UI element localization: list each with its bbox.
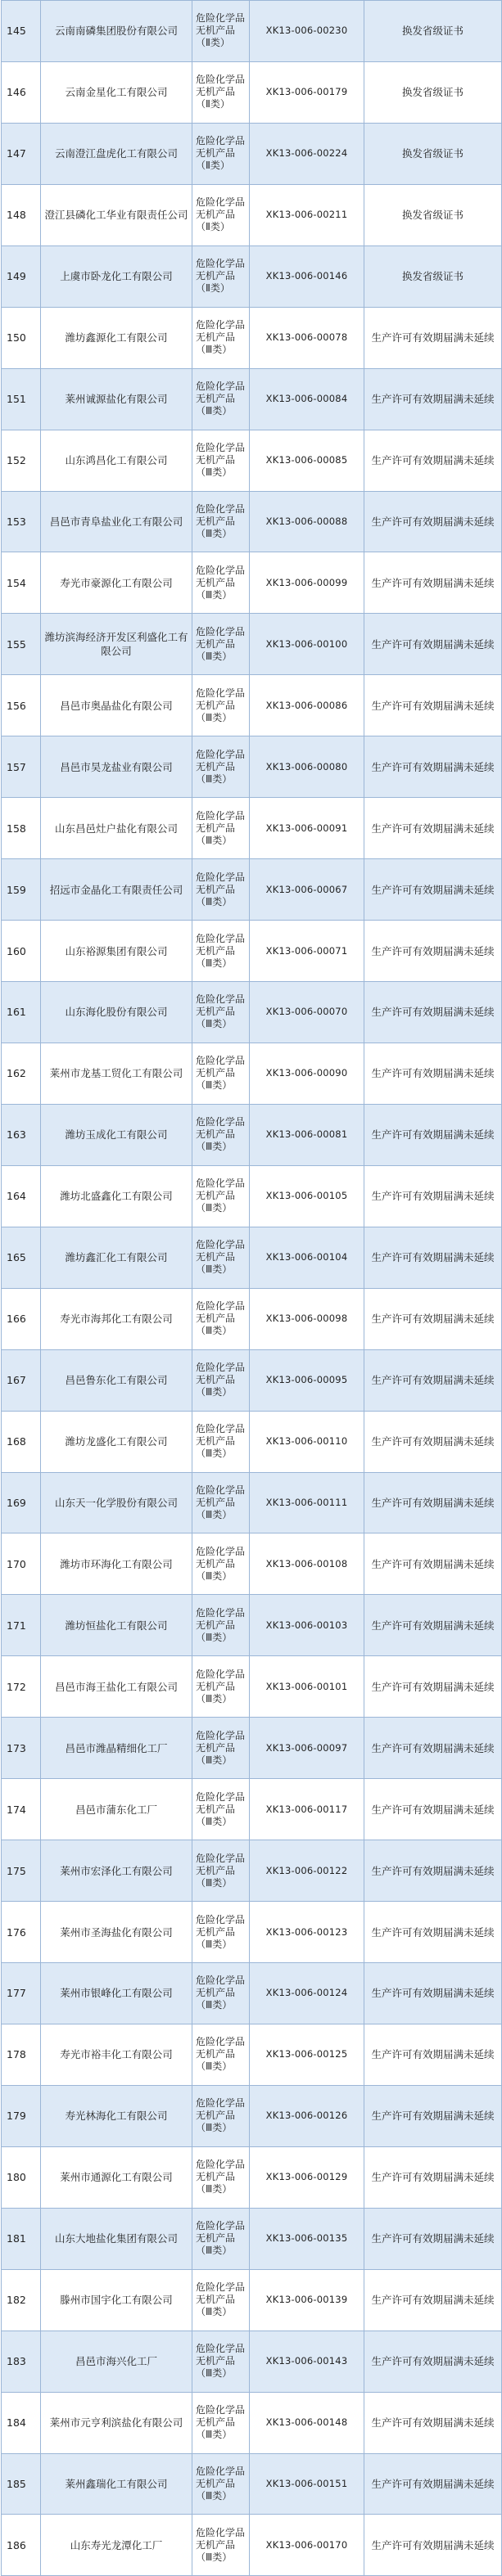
table-row: [2, 1779, 502, 1840]
row-number: 179: [2, 2085, 41, 2146]
license-number: XK13-006-00151: [250, 2453, 364, 2515]
license-number: XK13-006-00146: [250, 245, 364, 307]
table-row: [2, 982, 502, 1043]
license-status: 生产许可有效期届满未延续: [364, 2024, 502, 2085]
license-number: XK13-006-00084: [250, 368, 364, 430]
row-number: 151: [2, 368, 41, 430]
table-row: [2, 1, 502, 62]
product-type: 危险化学品无机产品（Ⅲ类）: [192, 2146, 250, 2208]
row-number: 147: [2, 123, 41, 184]
company-name: 潍坊鑫汇化工有限公司: [41, 1227, 192, 1288]
row-number: 171: [2, 1595, 41, 1656]
license-status: 生产许可有效期届满未延续: [364, 552, 502, 614]
company-name: 昌邑市潍晶精细化工厂: [41, 1718, 192, 1779]
license-status: 生产许可有效期届满未延续: [364, 1656, 502, 1718]
table-row: [2, 1656, 502, 1718]
license-status: 生产许可有效期届满未延续: [364, 1718, 502, 1779]
company-name: 潍坊玉成化工有限公司: [41, 1104, 192, 1165]
license-status: 生产许可有效期届满未延续: [364, 430, 502, 491]
table-row: [2, 614, 502, 675]
table-row: [2, 859, 502, 921]
table-row: [2, 1288, 502, 1349]
row-number: 180: [2, 2146, 41, 2208]
table-row: [2, 1595, 502, 1656]
table-row: [2, 2515, 502, 2576]
license-number: XK13-006-00097: [250, 1718, 364, 1779]
company-name: 莱州诚源盐化有限公司: [41, 368, 192, 430]
license-status: 生产许可有效期届满未延续: [364, 2515, 502, 2576]
license-status: 生产许可有效期届满未延续: [364, 859, 502, 921]
company-name: 山东鸿昌化工有限公司: [41, 430, 192, 491]
license-number: XK13-006-00086: [250, 675, 364, 736]
table-row: [2, 307, 502, 368]
row-number: 173: [2, 1718, 41, 1779]
license-number: XK13-006-00101: [250, 1656, 364, 1718]
row-number: 149: [2, 245, 41, 307]
row-number: 177: [2, 1963, 41, 2024]
table-row: [2, 1165, 502, 1227]
row-number: 160: [2, 921, 41, 982]
company-name: 寿光市海邦化工有限公司: [41, 1288, 192, 1349]
row-number: 175: [2, 1840, 41, 1902]
license-number: XK13-006-00122: [250, 1840, 364, 1902]
product-type: 危险化学品无机产品（Ⅲ类）: [192, 1227, 250, 1288]
license-status: 生产许可有效期届满未延续: [364, 1963, 502, 2024]
license-status: 生产许可有效期届满未延续: [364, 1349, 502, 1411]
license-status: 生产许可有效期届满未延续: [364, 1595, 502, 1656]
table-row: [2, 1963, 502, 2024]
license-status: 生产许可有效期届满未延续: [364, 1472, 502, 1533]
table-row: [2, 1533, 502, 1595]
company-name: 山东海化股份有限公司: [41, 982, 192, 1043]
license-number: XK13-006-00230: [250, 1, 364, 62]
row-number: 185: [2, 2453, 41, 2515]
license-status: 生产许可有效期届满未延续: [364, 1104, 502, 1165]
row-number: 148: [2, 184, 41, 245]
license-number: XK13-006-00110: [250, 1411, 364, 1472]
license-number: XK13-006-00170: [250, 2515, 364, 2576]
table-row: [2, 2269, 502, 2331]
product-type: 危险化学品无机产品（Ⅲ类）: [192, 1165, 250, 1227]
company-name: 莱州市元亨利滨盐化有限公司: [41, 2392, 192, 2453]
company-name: 昌邑市海王盐化工有限公司: [41, 1656, 192, 1718]
product-type: 危险化学品无机产品（Ⅲ类）: [192, 859, 250, 921]
row-number: 157: [2, 736, 41, 798]
row-number: 161: [2, 982, 41, 1043]
license-number: XK13-006-00111: [250, 1472, 364, 1533]
table-row: [2, 1411, 502, 1472]
product-type: 危险化学品无机产品（Ⅲ类）: [192, 2269, 250, 2331]
license-status: 生产许可有效期届满未延续: [364, 2392, 502, 2453]
table-row: [2, 675, 502, 736]
company-name: 寿光林海化工有限公司: [41, 2085, 192, 2146]
license-status: 生产许可有效期届满未延续: [364, 1043, 502, 1104]
row-number: 165: [2, 1227, 41, 1288]
company-name: 滕州市国宇化工有限公司: [41, 2269, 192, 2331]
product-type: 危险化学品无机产品（Ⅲ类）: [192, 1043, 250, 1104]
license-number: XK13-006-00099: [250, 552, 364, 614]
table-row: [2, 430, 502, 491]
license-status: 生产许可有效期届满未延续: [364, 1902, 502, 1963]
license-status: 生产许可有效期届满未延续: [364, 1288, 502, 1349]
license-number: XK13-006-00088: [250, 491, 364, 552]
table-row: [2, 1227, 502, 1288]
company-name: 昌邑市青阜盐业化工有限公司: [41, 491, 192, 552]
product-type: 危险化学品无机产品（Ⅲ类）: [192, 552, 250, 614]
row-number: 174: [2, 1779, 41, 1840]
company-name: 云南金星化工有限公司: [41, 61, 192, 123]
product-type: 危险化学品无机产品（Ⅲ类）: [192, 921, 250, 982]
license-status: 生产许可有效期届满未延续: [364, 736, 502, 798]
row-number: 153: [2, 491, 41, 552]
row-number: 166: [2, 1288, 41, 1349]
license-number: XK13-006-00224: [250, 123, 364, 184]
license-number: XK13-006-00125: [250, 2024, 364, 2085]
license-status: 生产许可有效期届满未延续: [364, 2146, 502, 2208]
license-status: 生产许可有效期届满未延续: [364, 921, 502, 982]
table-row: [2, 368, 502, 430]
table-row: [2, 552, 502, 614]
table-row: [2, 123, 502, 184]
company-name: 潍坊市环海化工有限公司: [41, 1533, 192, 1595]
row-number: 159: [2, 859, 41, 921]
product-type: 危险化学品无机产品（Ⅲ类）: [192, 2331, 250, 2392]
license-status: 生产许可有效期届满未延续: [364, 982, 502, 1043]
company-name: 山东天一化学股份有限公司: [41, 1472, 192, 1533]
product-type: 危险化学品无机产品（Ⅲ类）: [192, 2085, 250, 2146]
license-status: 生产许可有效期届满未延续: [364, 2208, 502, 2269]
row-number: 183: [2, 2331, 41, 2392]
row-number: 163: [2, 1104, 41, 1165]
product-type: 危险化学品无机产品（Ⅲ类）: [192, 1104, 250, 1165]
product-type: 危险化学品无机产品（Ⅱ类）: [192, 61, 250, 123]
license-number: XK13-006-00108: [250, 1533, 364, 1595]
license-number: XK13-006-00126: [250, 2085, 364, 2146]
company-name: 昌邑市昊龙盐业有限公司: [41, 736, 192, 798]
license-number: XK13-006-00085: [250, 430, 364, 491]
row-number: 181: [2, 2208, 41, 2269]
table-row: [2, 1043, 502, 1104]
product-type: 危险化学品无机产品（Ⅲ类）: [192, 430, 250, 491]
company-name: 昌邑市海兴化工厂: [41, 2331, 192, 2392]
product-type: 危险化学品无机产品（Ⅲ类）: [192, 1349, 250, 1411]
license-status: 生产许可有效期届满未延续: [364, 368, 502, 430]
license-status: 生产许可有效期届满未延续: [364, 2085, 502, 2146]
row-number: 169: [2, 1472, 41, 1533]
row-number: 176: [2, 1902, 41, 1963]
company-name: 澄江县磷化工华业有限责任公司: [41, 184, 192, 245]
license-status: 生产许可有效期届满未延续: [364, 307, 502, 368]
product-type: 危险化学品无机产品（Ⅲ类）: [192, 675, 250, 736]
license-status: 换发省级证书: [364, 123, 502, 184]
product-type: 危险化学品无机产品（Ⅲ类）: [192, 1902, 250, 1963]
product-type: 危险化学品无机产品（Ⅲ类）: [192, 368, 250, 430]
company-name: 昌邑市奥晶盐化有限公司: [41, 675, 192, 736]
company-name: 潍坊滨海经济开发区利盛化工有限公司: [41, 614, 192, 675]
company-name: 莱州市圣海盐化有限公司: [41, 1902, 192, 1963]
row-number: 154: [2, 552, 41, 614]
company-name: 上虞市卧龙化工有限公司: [41, 245, 192, 307]
product-type: 危险化学品无机产品（Ⅲ类）: [192, 1533, 250, 1595]
company-name: 昌邑市蒲东化工厂: [41, 1779, 192, 1840]
table-row: [2, 736, 502, 798]
table-row: [2, 184, 502, 245]
product-type: 危险化学品无机产品（Ⅲ类）: [192, 982, 250, 1043]
license-number: XK13-006-00123: [250, 1902, 364, 1963]
row-number: 167: [2, 1349, 41, 1411]
product-type: 危险化学品无机产品（Ⅲ类）: [192, 1411, 250, 1472]
product-type: 危险化学品无机产品（Ⅲ类）: [192, 2024, 250, 2085]
table-row: [2, 1840, 502, 1902]
license-status: 换发省级证书: [364, 184, 502, 245]
table-row: [2, 1349, 502, 1411]
row-number: 186: [2, 2515, 41, 2576]
license-status: 换发省级证书: [364, 245, 502, 307]
table-row: [2, 2024, 502, 2085]
license-status: 生产许可有效期届满未延续: [364, 1165, 502, 1227]
license-number: XK13-006-00078: [250, 307, 364, 368]
table-row: [2, 2208, 502, 2269]
row-number: 162: [2, 1043, 41, 1104]
product-type: 危险化学品无机产品（Ⅲ类）: [192, 307, 250, 368]
product-type: 危险化学品无机产品（Ⅲ类）: [192, 1840, 250, 1902]
table-row: [2, 2085, 502, 2146]
license-status: 生产许可有效期届满未延续: [364, 1227, 502, 1288]
license-table-body: [2, 1, 502, 2576]
company-name: 潍坊鑫源化工有限公司: [41, 307, 192, 368]
license-status: 生产许可有效期届满未延续: [364, 2453, 502, 2515]
table-row: [2, 245, 502, 307]
product-type: 危险化学品无机产品（Ⅲ类）: [192, 2453, 250, 2515]
table-row: [2, 1902, 502, 1963]
row-number: 150: [2, 307, 41, 368]
license-number: XK13-006-00098: [250, 1288, 364, 1349]
license-status: 生产许可有效期届满未延续: [364, 798, 502, 859]
row-number: 158: [2, 798, 41, 859]
company-name: 山东裕源集团有限公司: [41, 921, 192, 982]
table-row: [2, 921, 502, 982]
license-number: XK13-006-00135: [250, 2208, 364, 2269]
row-number: 152: [2, 430, 41, 491]
table-row: [2, 1718, 502, 1779]
license-status: 生产许可有效期届满未延续: [364, 1779, 502, 1840]
license-status: 生产许可有效期届满未延续: [364, 1840, 502, 1902]
license-number: XK13-006-00143: [250, 2331, 364, 2392]
product-type: 危险化学品无机产品（Ⅲ类）: [192, 491, 250, 552]
row-number: 182: [2, 2269, 41, 2331]
license-number: XK13-006-00100: [250, 614, 364, 675]
row-number: 178: [2, 2024, 41, 2085]
license-number: XK13-006-00095: [250, 1349, 364, 1411]
product-type: 危险化学品无机产品（Ⅲ类）: [192, 2208, 250, 2269]
product-type: 危险化学品无机产品（Ⅱ类）: [192, 245, 250, 307]
license-table: [1, 0, 502, 2576]
product-type: 危险化学品无机产品（Ⅲ类）: [192, 2392, 250, 2453]
license-status: 生产许可有效期届满未延续: [364, 2331, 502, 2392]
row-number: 146: [2, 61, 41, 123]
row-number: 184: [2, 2392, 41, 2453]
product-type: 危险化学品无机产品（Ⅲ类）: [192, 614, 250, 675]
company-name: 云南澄江盘虎化工有限公司: [41, 123, 192, 184]
table-row: [2, 2146, 502, 2208]
company-name: 莱州鑫瑞化工有限公司: [41, 2453, 192, 2515]
license-number: XK13-006-00081: [250, 1104, 364, 1165]
license-number: XK13-006-00090: [250, 1043, 364, 1104]
license-status: 生产许可有效期届满未延续: [364, 1533, 502, 1595]
company-name: 潍坊北盛鑫化工有限公司: [41, 1165, 192, 1227]
company-name: 云南南磷集团股份有限公司: [41, 1, 192, 62]
product-type: 危险化学品无机产品（Ⅲ类）: [192, 1963, 250, 2024]
company-name: 昌邑鲁东化工有限公司: [41, 1349, 192, 1411]
product-type: 危险化学品无机产品（Ⅲ类）: [192, 1595, 250, 1656]
license-number: XK13-006-00071: [250, 921, 364, 982]
company-name: 莱州市通源化工有限公司: [41, 2146, 192, 2208]
table-row: [2, 1104, 502, 1165]
company-name: 山东寿光龙潭化工厂: [41, 2515, 192, 2576]
table-row: [2, 798, 502, 859]
license-number: XK13-006-00105: [250, 1165, 364, 1227]
table-row: [2, 2453, 502, 2515]
product-type: 危险化学品无机产品（Ⅲ类）: [192, 1779, 250, 1840]
row-number: 168: [2, 1411, 41, 1472]
company-name: 莱州市银峰化工有限公司: [41, 1963, 192, 2024]
row-number: 145: [2, 1, 41, 62]
license-number: XK13-006-00124: [250, 1963, 364, 2024]
table-row: [2, 2392, 502, 2453]
row-number: 170: [2, 1533, 41, 1595]
company-name: 寿光市裕丰化工有限公司: [41, 2024, 192, 2085]
license-number: XK13-006-00179: [250, 61, 364, 123]
license-status: 生产许可有效期届满未延续: [364, 675, 502, 736]
license-status: 生产许可有效期届满未延续: [364, 1411, 502, 1472]
row-number: 156: [2, 675, 41, 736]
license-status: 换发省级证书: [364, 1, 502, 62]
license-number: XK13-006-00070: [250, 982, 364, 1043]
license-number: XK13-006-00129: [250, 2146, 364, 2208]
license-number: XK13-006-00211: [250, 184, 364, 245]
license-number: XK13-006-00104: [250, 1227, 364, 1288]
product-type: 危险化学品无机产品（Ⅲ类）: [192, 2515, 250, 2576]
product-type: 危险化学品无机产品（Ⅲ类）: [192, 1656, 250, 1718]
table-row: [2, 491, 502, 552]
product-type: 危险化学品无机产品（Ⅱ类）: [192, 184, 250, 245]
product-type: 危险化学品无机产品（Ⅲ类）: [192, 1472, 250, 1533]
table-row: [2, 1472, 502, 1533]
license-status: 换发省级证书: [364, 61, 502, 123]
license-status: 生产许可有效期届满未延续: [364, 614, 502, 675]
company-name: 山东昌邑灶户盐化有限公司: [41, 798, 192, 859]
license-number: XK13-006-00103: [250, 1595, 364, 1656]
product-type: 危险化学品无机产品（Ⅲ类）: [192, 798, 250, 859]
product-type: 危险化学品无机产品（Ⅲ类）: [192, 736, 250, 798]
company-name: 招远市金晶化工有限责任公司: [41, 859, 192, 921]
product-type: 危险化学品无机产品（Ⅱ类）: [192, 1, 250, 62]
license-number: XK13-006-00080: [250, 736, 364, 798]
license-number: XK13-006-00091: [250, 798, 364, 859]
company-name: 山东大地盐化集团有限公司: [41, 2208, 192, 2269]
license-status: 生产许可有效期届满未延续: [364, 2269, 502, 2331]
table-row: [2, 2331, 502, 2392]
company-name: 莱州市宏泽化工有限公司: [41, 1840, 192, 1902]
row-number: 155: [2, 614, 41, 675]
license-status: 生产许可有效期届满未延续: [364, 491, 502, 552]
company-name: 潍坊恒盐化工有限公司: [41, 1595, 192, 1656]
row-number: 164: [2, 1165, 41, 1227]
license-number: XK13-006-00067: [250, 859, 364, 921]
product-type: 危险化学品无机产品（Ⅱ类）: [192, 123, 250, 184]
product-type: 危险化学品无机产品（Ⅲ类）: [192, 1288, 250, 1349]
company-name: 潍坊龙盛化工有限公司: [41, 1411, 192, 1472]
license-number: XK13-006-00139: [250, 2269, 364, 2331]
table-row: [2, 61, 502, 123]
row-number: 172: [2, 1656, 41, 1718]
product-type: 危险化学品无机产品（Ⅲ类）: [192, 1718, 250, 1779]
company-name: 寿光市豪源化工有限公司: [41, 552, 192, 614]
company-name: 莱州市龙基工贸化工有限公司: [41, 1043, 192, 1104]
license-number: XK13-006-00148: [250, 2392, 364, 2453]
license-number: XK13-006-00117: [250, 1779, 364, 1840]
